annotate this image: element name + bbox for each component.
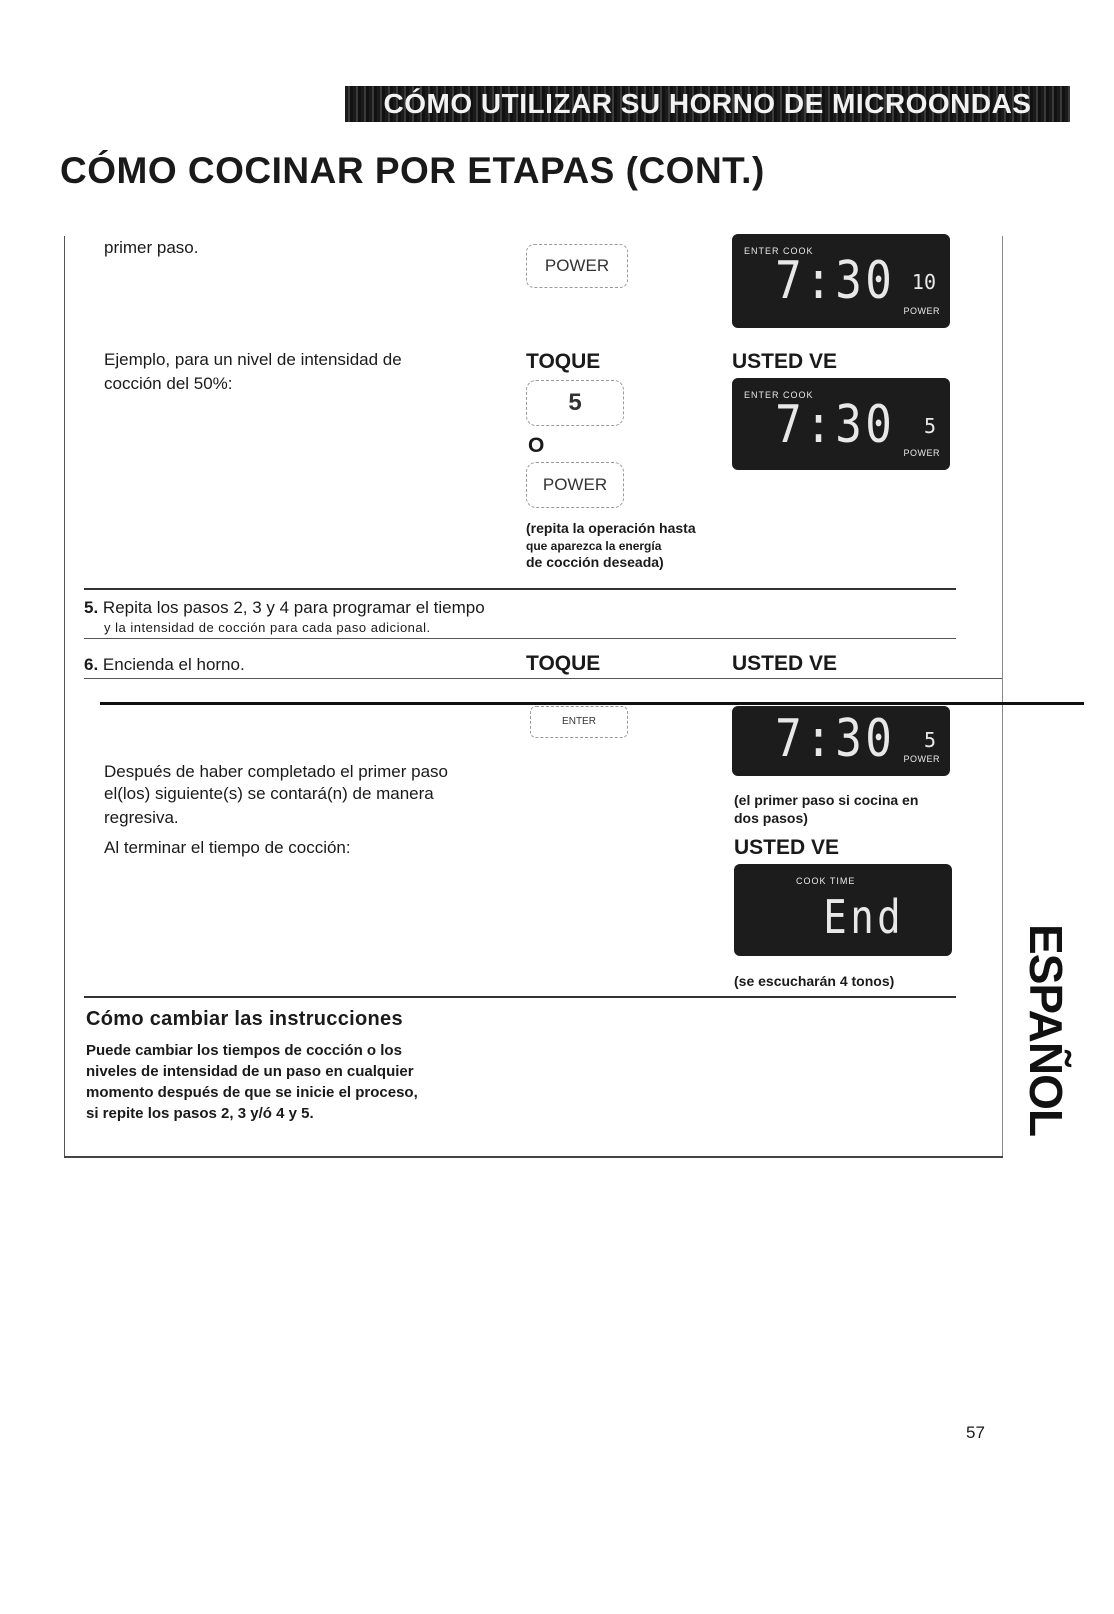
display-power-label: POWER (903, 754, 940, 764)
change-line2: niveles de intensidad de un paso en cualquier (86, 1063, 414, 1080)
repeat-note-line3: de cocción deseada) (526, 554, 664, 570)
display-digits: 7:30 (774, 395, 895, 455)
change-heading: Cómo cambiar las instrucciones (86, 1008, 403, 1030)
step5-line1 (84, 596, 485, 620)
display-power-level: 5 (923, 414, 936, 438)
change-line1: Puede cambiar los tiempos de cocción o los (86, 1042, 402, 1059)
display-labels: ENTER COOK (744, 246, 814, 256)
language-tab (1006, 915, 1086, 1145)
first-step-note: (el primer paso si cocina en (734, 792, 919, 808)
first-step-note2: dos pasos) (734, 810, 808, 826)
display-labels: ENTER COOK (744, 390, 814, 400)
display-digits: 7:30 (774, 709, 895, 769)
usted-ve-heading-3: USTED VE (734, 836, 840, 859)
after-line2: el(los) siguiente(s) se contará(n) de manera (104, 784, 434, 803)
display-power-level: 10 (911, 270, 936, 294)
display-digits: 7:30 (774, 251, 895, 311)
divider (84, 638, 956, 639)
or-label: O (528, 434, 545, 457)
oven-display-2 (732, 378, 950, 470)
divider (84, 678, 1002, 679)
usted-ve-heading-2: USTED VE (732, 652, 838, 675)
divider (100, 702, 1084, 705)
after-line1: Después de haber completado el primer paso (104, 762, 448, 781)
display-power-label: POWER (903, 448, 940, 458)
display-power-level: 5 (923, 728, 936, 752)
step5-text: Repita los pasos 2, 3 y 4 para programar el tiempo (102, 598, 485, 617)
page-title: CÓMO COCINAR POR ETAPAS (CONT.) (60, 150, 765, 191)
step4-continued-text: primer paso. (104, 238, 199, 257)
usted-ve-heading: USTED VE (732, 350, 838, 373)
step5-number: 5. (84, 598, 99, 617)
oven-display-3 (732, 706, 950, 776)
tones-note: (se escucharán 4 tonos) (734, 973, 895, 989)
enter-key[interactable]: ENTER (530, 706, 628, 738)
step6-line (84, 653, 245, 677)
oven-display-end (734, 864, 952, 956)
section-banner: CÓMO UTILIZAR SU HORNO DE MICROONDAS (345, 86, 1070, 122)
oven-display-1 (732, 234, 950, 328)
frame-right-rule (1002, 236, 1003, 1158)
divider (84, 588, 956, 590)
step6-number: 6. (84, 655, 99, 674)
after-line3: regresiva. (104, 808, 179, 827)
end-of-cooking-text: Al terminar el tiempo de cocción: (104, 838, 351, 857)
toque-heading: TOQUE (526, 350, 601, 373)
frame-left-rule (64, 236, 65, 1158)
repeat-note-line2: que aparezca la energía (526, 539, 662, 553)
page-number: 57 (966, 1423, 985, 1442)
change-line3: momento después de que se inicie el proceso, (86, 1084, 418, 1101)
display-power-label: POWER (903, 306, 940, 316)
change-line4: si repite los pasos 2, 3 y/ó 4 y 5. (86, 1105, 314, 1122)
display-labels: COOK TIME (796, 876, 856, 886)
toque-heading-2: TOQUE (526, 652, 601, 675)
example-text: Ejemplo, para un nivel de intensidad de cocción del 50%: (104, 350, 402, 393)
power-key[interactable]: POWER (526, 244, 628, 288)
repeat-note-line1: (repita la operación hasta (526, 520, 696, 536)
step5-line2: y la intensidad de cocción para cada paso adicional. (104, 620, 431, 635)
divider (84, 996, 956, 998)
number-5-key[interactable]: 5 (526, 380, 624, 426)
frame-bottom-rule (64, 1156, 1003, 1158)
power-key-2[interactable]: POWER (526, 462, 624, 508)
display-digits: End (823, 890, 904, 944)
language-tab-label: ESPAÑOL (1020, 924, 1072, 1136)
step6-text: Encienda el horno. (102, 655, 245, 674)
